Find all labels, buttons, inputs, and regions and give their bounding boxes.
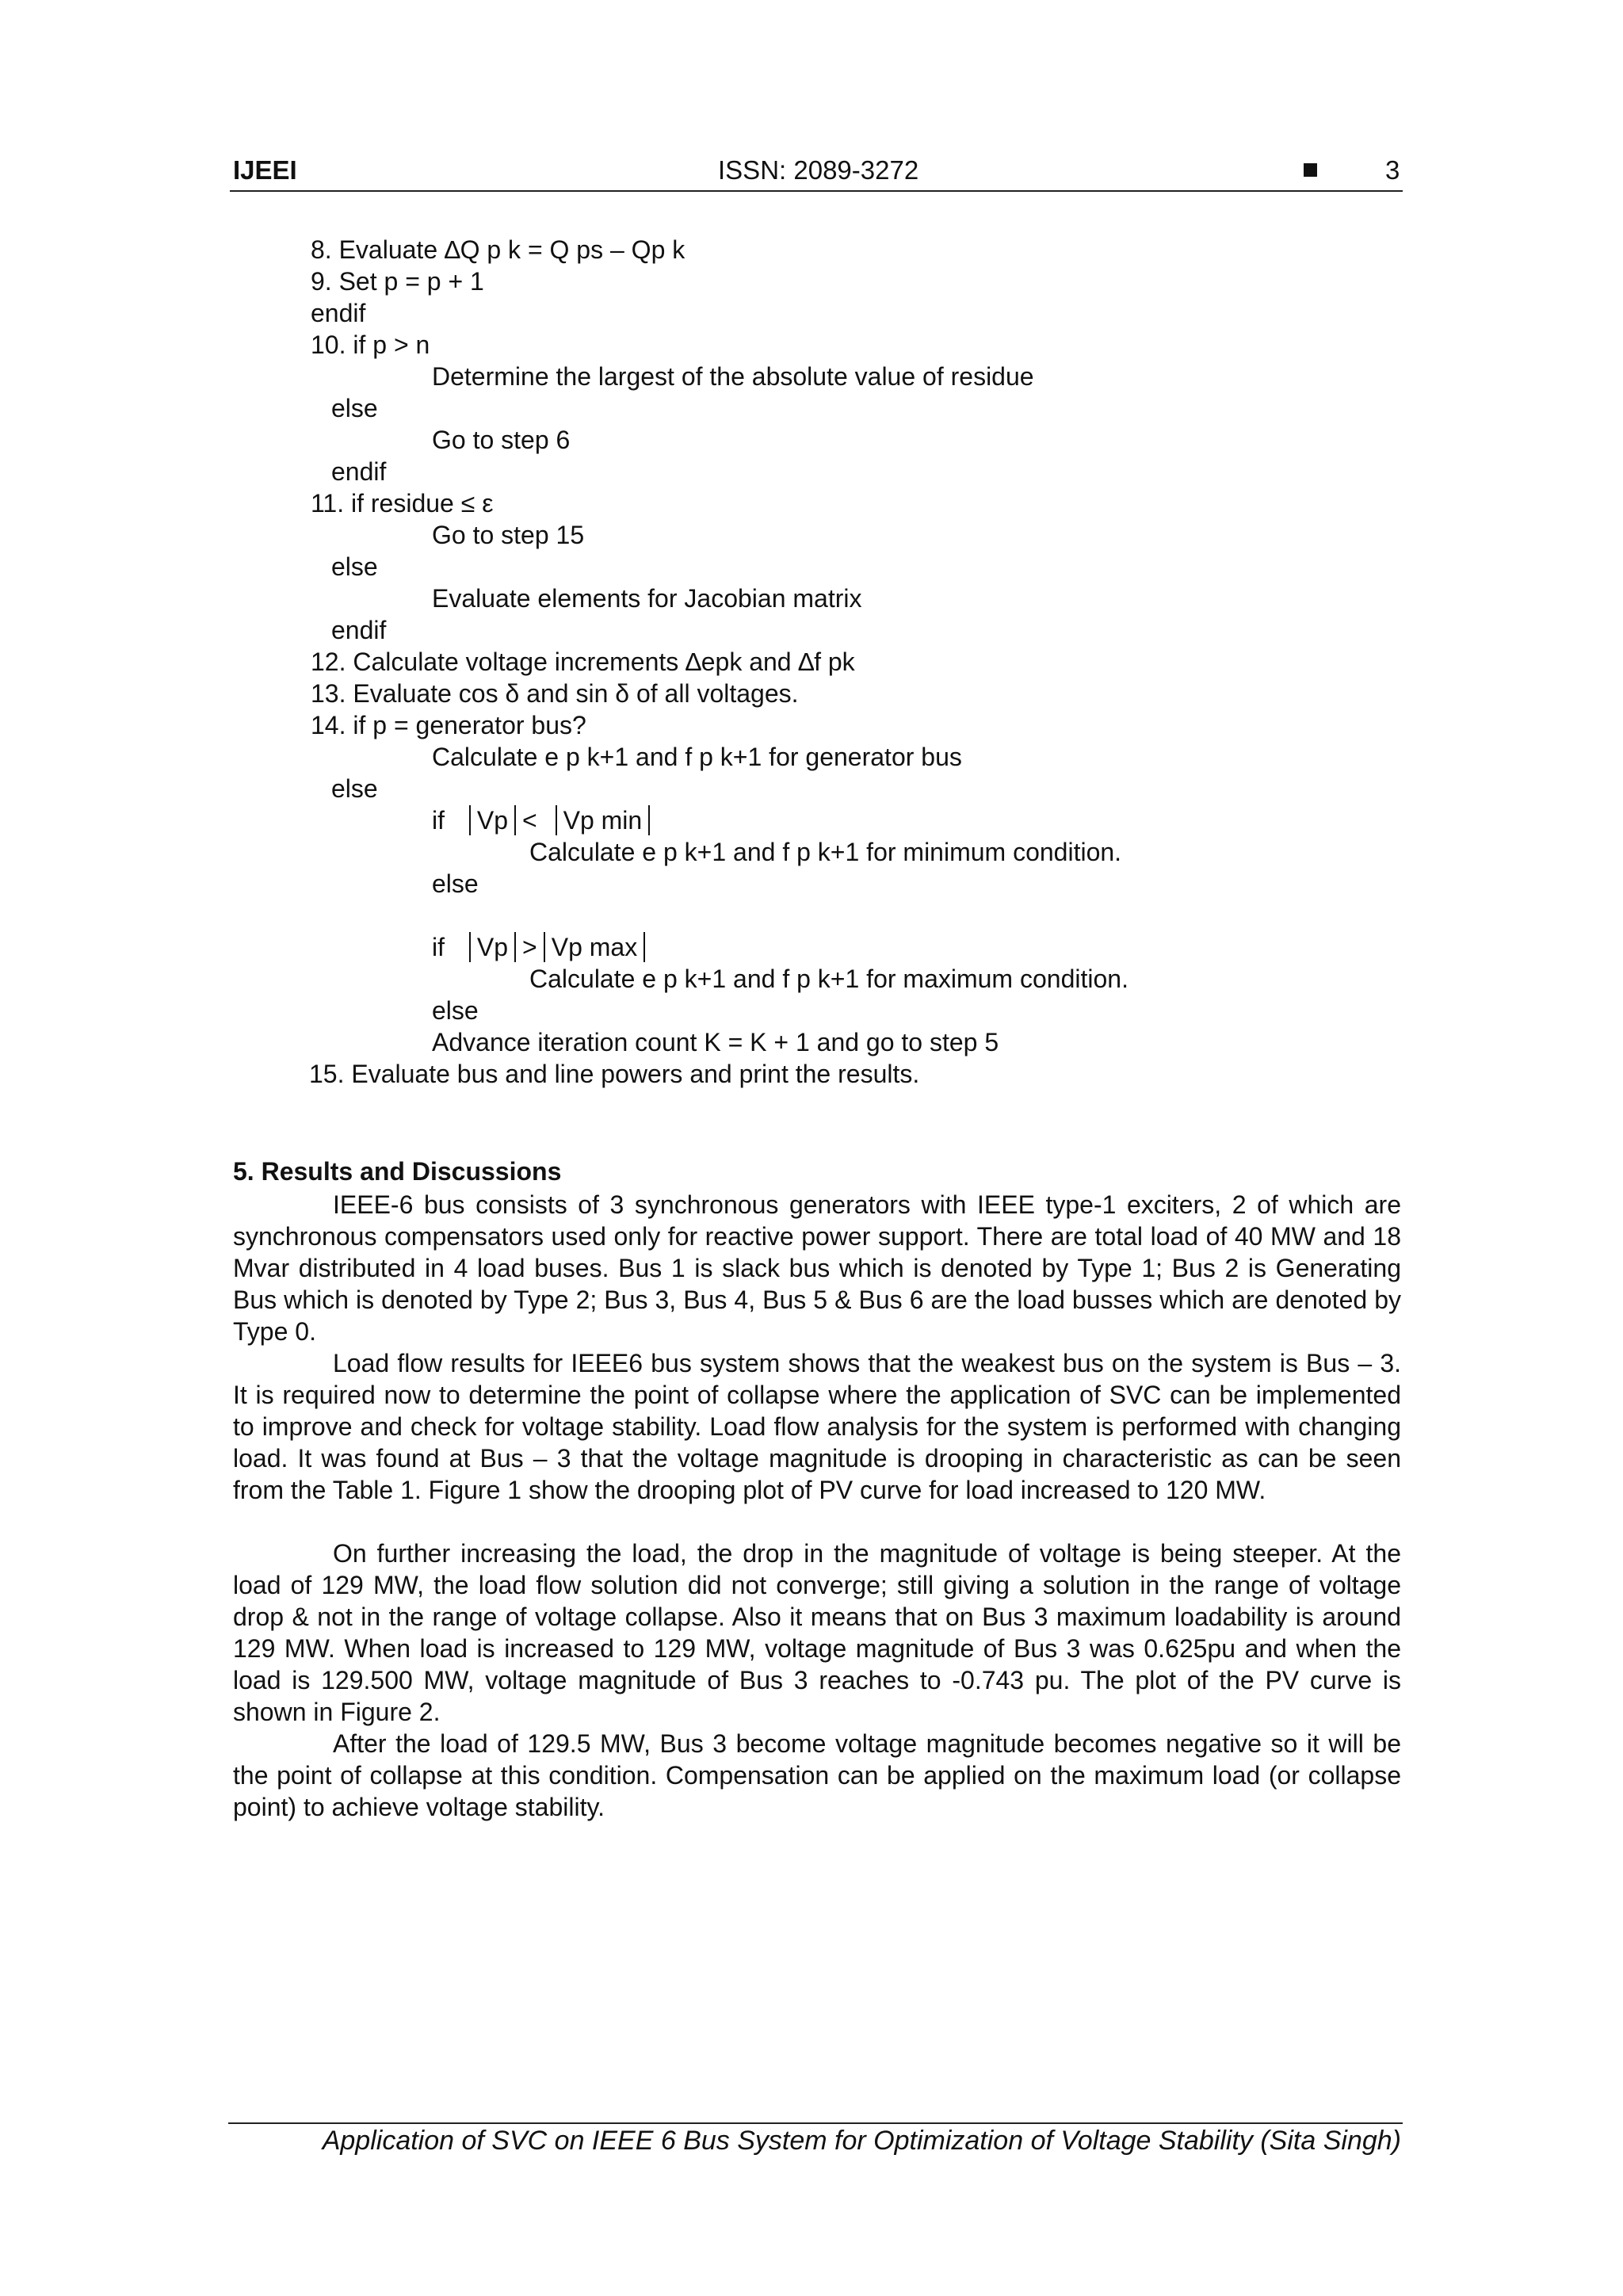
abs-bar <box>648 805 650 835</box>
algo-if-max-condition <box>432 931 651 963</box>
abs-bar <box>544 932 545 962</box>
algo-endif: endif <box>331 616 387 644</box>
paragraph: On further increasing the load, the drop in the magnitude of voltage is being steeper. At the load of 129 MW, the load flow solution did not converge; still giving a solution in the range of voltage drop & not in the range of voltage collapse. Also it means that on Bus 3 maximum loadability is around 129 MW. When load is increased to 129 MW, voltage magnitude of Bus 3 was 0.625pu and when the load is 129.500 MW, voltage magnitude of Bus 3 reaches to -0.743 pu. The plot of the PV curve is shown in Figure 2. <box>233 1539 1401 1726</box>
paragraph: Load flow results for IEEE6 bus system shows that the weakest bus on the system is Bus – 3. It is required now to determine the point of collapse where the application of SVC can be implemented to improve and check for voltage stability. Load flow analysis for the system is performed with changing load. It was found at Bus – 3 that the voltage magnitude is drooping in characteristic as can be seen from the Table 1. Figure 1 show the drooping plot of PV curve for load increased to 120 MW. <box>233 1349 1401 1504</box>
var-vp: Vp <box>476 806 509 835</box>
abs-bar <box>469 805 471 835</box>
algo-step-10-then: Determine the largest of the absolute value of residue <box>432 362 1034 391</box>
paragraph: After the load of 129.5 MW, Bus 3 become voltage magnitude becomes negative so it will be the point of collapse at this condition. Compensation can be applied on the maximum load (or collapse point) to achieve voltage stability. <box>233 1729 1401 1821</box>
var-vp: Vp <box>476 933 509 961</box>
header-rule <box>230 190 1403 192</box>
algo-else: else <box>331 774 378 803</box>
running-footer: Application of SVC on IEEE 6 Bus System for Optimization of Voltage Stability (Sita Singh) <box>322 2126 1401 2156</box>
algo-step-11-else: Evaluate elements for Jacobian matrix <box>432 584 862 613</box>
abs-bar <box>514 932 516 962</box>
abs-bar <box>514 805 516 835</box>
keyword-if: if <box>432 933 445 961</box>
journal-name: IJEEI <box>233 155 297 185</box>
var-vp-min: Vp min <box>563 806 643 835</box>
algo-else: else <box>331 394 378 422</box>
algo-step-10: 10. if p > n <box>311 330 430 359</box>
algo-if-min-condition <box>432 804 656 836</box>
operator-greater-than: > <box>522 933 537 961</box>
algo-step-15: 15. Evaluate bus and line powers and print the results. <box>309 1060 920 1088</box>
abs-bar <box>556 805 557 835</box>
algo-endif: endif <box>311 299 366 327</box>
var-vp-max: Vp max <box>551 933 638 961</box>
algo-step-9: 9. Set p = p + 1 <box>311 267 484 296</box>
algo-endif: endif <box>331 457 387 486</box>
algo-else: else <box>432 996 479 1025</box>
algo-max-condition: Calculate e p k+1 and f p k+1 for maximum condition. <box>529 965 1128 993</box>
paragraph: IEEE-6 bus consists of 3 synchronous generators with IEEE type-1 exciters, 2 of which are synchronous compensators used only for reactive power support. There are total load of 40 MW and 18 Mvar distributed in 4 load buses. Bus 1 is slack bus which is denoted by Type 1; Bus 2 is Generating Bus which is denoted by Type 2; Bus 3, Bus 4, Bus 5 & Bus 6 are the load busses which are denoted by Type 0. <box>233 1190 1401 1346</box>
section-heading: 5. Results and Discussions <box>233 1157 562 1186</box>
algo-step-12: 12. Calculate voltage increments ∆epk and ∆f pk <box>311 648 855 676</box>
algo-step-13: 13. Evaluate cos δ and sin δ of all voltages. <box>311 679 799 708</box>
page-number: 3 <box>1385 155 1400 185</box>
algo-else: else <box>331 552 378 581</box>
algo-advance-iteration: Advance iteration count K = K + 1 and go to step 5 <box>432 1028 999 1056</box>
algo-step-11: 11. if residue ≤ ε <box>311 489 494 518</box>
keyword-if: if <box>432 806 445 835</box>
abs-bar <box>643 932 645 962</box>
abs-bar <box>469 932 471 962</box>
algo-step-8: 8. Evaluate ∆Q p k = Q ps – Qp k <box>311 235 685 264</box>
operator-less-than: < <box>522 806 537 835</box>
algo-step-14-then: Calculate e p k+1 and f p k+1 for generator bus <box>432 743 962 771</box>
algo-step-10-else: Go to step 6 <box>432 426 571 454</box>
footer-rule <box>228 2122 1403 2124</box>
square-bullet-icon <box>1304 163 1317 177</box>
algo-step-14: 14. if p = generator bus? <box>311 711 586 739</box>
algo-else: else <box>432 869 479 898</box>
algo-min-condition: Calculate e p k+1 and f p k+1 for minimum condition. <box>529 838 1122 866</box>
algo-step-11-then: Go to step 15 <box>432 521 585 549</box>
issn: ISSN: 2089-3272 <box>718 155 919 185</box>
